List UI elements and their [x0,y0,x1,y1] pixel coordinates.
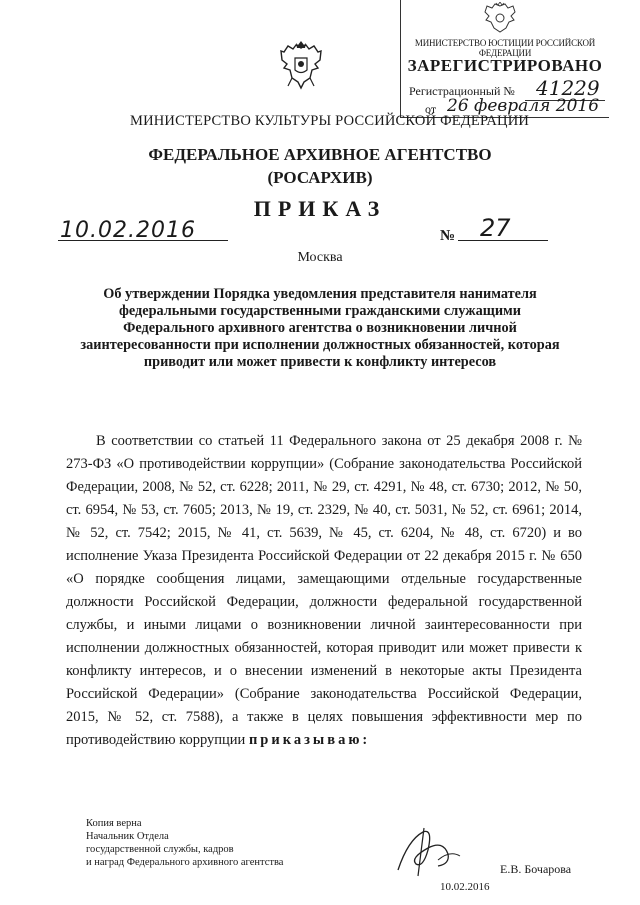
ministry-name: МИНИСТЕРСТВО КУЛЬТУРЫ РОССИЙСКОЙ ФЕДЕРАЦИИ [130,113,530,129]
agency-name: ФЕДЕРАЛЬНОЕ АРХИВНОЕ АГЕНТСТВО [148,145,492,164]
order-date: 10.02.2016 [60,218,196,243]
order-number: 27 [480,214,511,242]
body-text: В соответствии со статьей 11 Федерального закона от 25 декабря 2008 г. № 273-ФЗ «О противодействии коррупции» (Собрание законодательства Российской Федерации, 2008, № 52, ст. 6228; 2011, № 29, ст. 4291, № 48, ст. 6730; 2012, № 50, ст. 6954, № 53, ст. 7605; 2013, № 19, ст. 2329, № 40, ст. 5031, № 52, ст. 6961; 2014, № 52, ст. 7542; 2015, № 41, ст. 5639, № 45, ст. 6204, № 48, ст. 6720) и во исполнение Указа Президента Российской Федерации от 22 декабря 2015 г. № 650 «О порядке сообщения лицами, замещающими отдельные государственные должности Российской Федерации, должности федеральной государственной службы, и иными лицами о возникновении личной заинтересованности при исполнении должностных обязанностей, которая приводит или может привести к конфликту интересов, и о внесении изменений в некоторые акты Президента Российской Федерации» (Собрание законодательства Российской Федерации, 2015, № 52, ст. 7588), а также в целях повышения эффективности мер по противодействию коррупции [66,433,582,748]
agency-short-name: (РОСАРХИВ) [267,168,373,187]
body-paragraph [66,430,582,752]
copy-certification [86,817,283,869]
order-number-line [458,240,548,241]
copy-line: государственной службы, кадров [86,844,234,855]
copy-line: Начальник Отдела [86,831,169,842]
signature-icon [388,820,468,880]
stamp-registered: ЗАРЕГИСТРИРОВАНО [407,56,603,75]
order-subject: Об утверждении Порядка уведомления представителя нанимателя федеральными государственными гражданскими служащими Федерального архивного агентства о возникновении личной заинтересованности при исполнении должностных обязанностей, которая приводит или может привести к конфликту интересов [80,286,560,370]
signature-date: 10.02.2016 [440,881,490,893]
stamp-date: 26 февраля 2016 [447,96,600,116]
registration-stamp [400,0,609,118]
order-city: Москва [297,250,343,265]
coat-of-arms-icon [278,40,324,94]
stamp-ministry: МИНИСТЕРСТВО ЮСТИЦИИ РОССИЙСКОЙ ФЕДЕРАЦИИ [414,38,596,58]
signer-name: Е.В. Бочарова [500,862,572,876]
order-body [66,430,582,752]
eagle-emblem-icon [481,2,519,36]
document-type: ПРИКАЗ [253,196,387,221]
copy-line: и наград Федерального архивного агентства [86,857,284,868]
stamp-date-prefix: от [425,102,437,116]
body-command: приказываю: [248,732,371,748]
copy-line: Копия верна [86,818,142,829]
order-date-line [58,240,228,241]
stamp-regno-label: Регистрационный № [409,84,515,98]
stamp-regno: 41229 [536,76,600,100]
order-number-label: № [440,228,456,244]
